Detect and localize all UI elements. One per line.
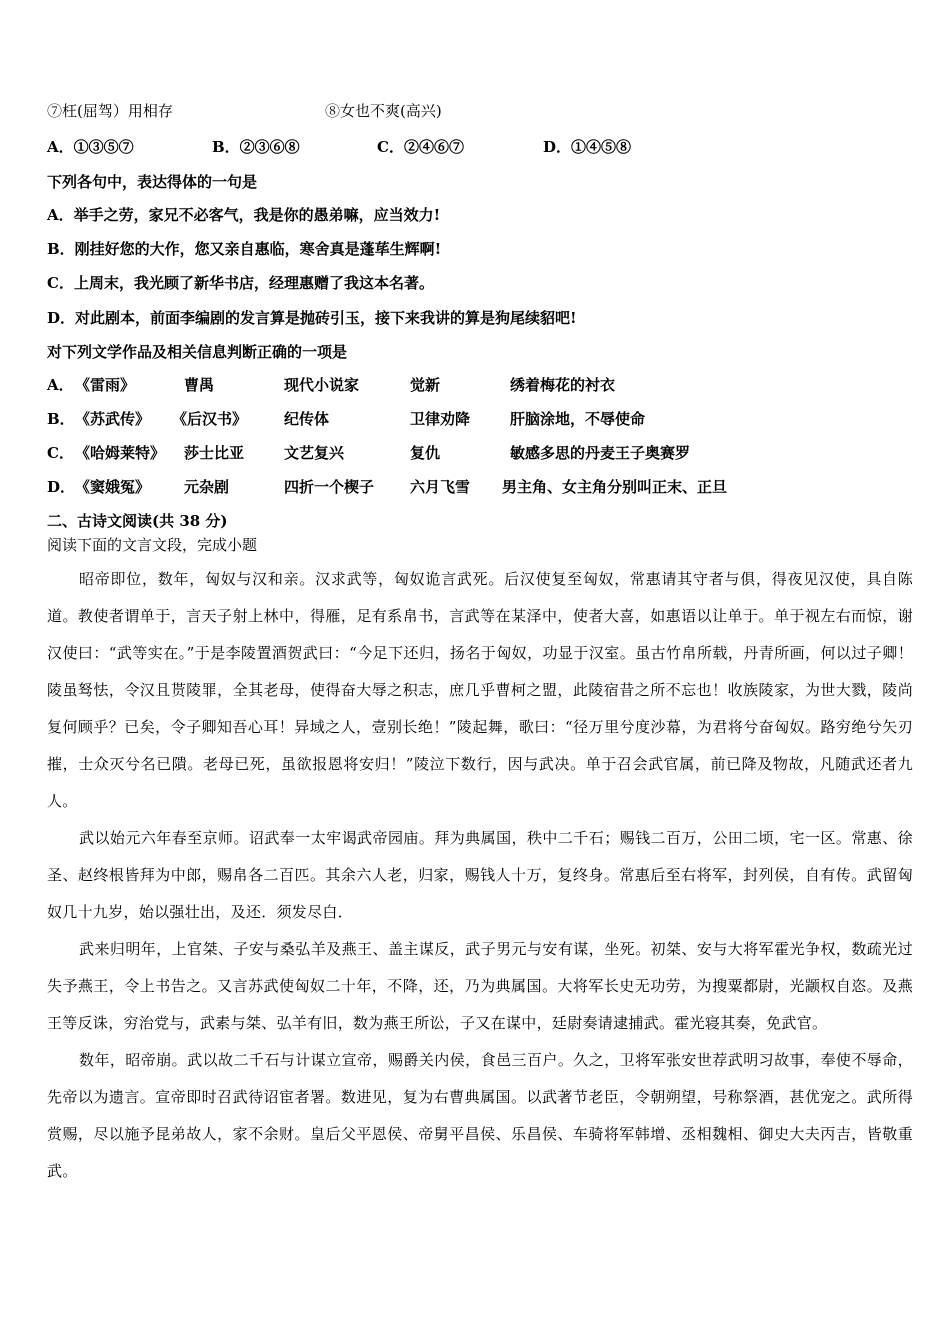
literature-row-b: [47, 409, 907, 429]
row-genre: 现代小说家: [284, 376, 360, 394]
row-detail: 敏感多思的丹麦王子奥赛罗: [510, 444, 691, 462]
text-paragraph: 武以始元六年春至京师。诏武奉一太牢谒武帝园庙。拜为典属国，秩中二千石；赐钱二百万，公田二顷，宅一区。常惠、徐圣、赵终根皆拜为中郎，赐帛各二百匹。其余六人老，归家，赐钱人十万，复终身。常惠后至右将军，封列侯，自有传。武留匈奴几十九岁，始以强壮出，及还．须发尽白．: [47, 829, 913, 921]
row-work: 《雷雨》: [75, 376, 136, 394]
row-author: 元杂剧: [184, 478, 230, 496]
row-genre: 文艺复兴: [284, 444, 345, 462]
row-author: 莎士比亚: [184, 444, 245, 462]
row-letter: D．: [47, 478, 76, 496]
row-author: 曹禺: [184, 376, 215, 394]
reading-instruction: 阅读下面的文言文段，完成小题: [47, 536, 258, 554]
decorum-question-stem: 下列各句中，表达得体的一句是: [47, 173, 258, 191]
row-person: 复仇: [410, 444, 441, 462]
literature-row-d: [47, 477, 907, 497]
row-author: 《后汉书》: [172, 410, 248, 428]
decorum-option-b: B．刚挂好您的大作，您又亲自惠临，寒舍真是蓬荜生辉啊!: [47, 240, 442, 258]
option-c: C．②④⑥⑦: [377, 138, 464, 156]
option-a: A．①③⑤⑦: [47, 138, 134, 156]
literature-row-a: [47, 375, 907, 395]
text-paragraph: 昭帝即位，数年，匈奴与汉和亲。汉求武等，匈奴诡言武死。后汉使复至匈奴，常惠请其守者与俱，得夜见汉使，具自陈道。教使者谓单于，言天子射上林中，得雁，足有系帛书，言武等在某泽中，使者大喜，如惠语以让单于。单于视左右而惊，谢汉使曰：“武等实在。”于是李陵置酒贺武曰：“今足下还归，扬名于匈奴，功显于汉室。虽古竹帛所载，丹青所画，何以过子卿！陵虽驽怯，令汉且贳陵罪，全其老母，使得奋大辱之积志，庶几乎曹柯之盟，此陵宿昔之所不忘也！收族陵家，为世大戮，陵尚复何顾乎？已矣，令子卿知吾心耳！异域之人，壹别长绝！”陵起舞，歌曰：“径万里兮度沙幕，为君将兮奋匈奴。路穷绝兮矢刃摧，士众灭兮名已隤。老母已死，虽欲报恩将安归！”陵泣下数行，因与武决。单于召会武官属，前已降及物故，凡随武还者九人。: [47, 570, 913, 810]
item-7: ⑦枉(屈驾）用相存: [47, 102, 173, 120]
text-paragraph: 数年，昭帝崩。武以故二千石与计谋立宣帝，赐爵关内侯，食邑三百户。久之，卫将军张安世荐武明习故事，奉使不辱命，先帝以为遗言。宣帝即时召武待诏宦者署。数进见，复为右曹典属国。以武著节老臣，令朝朔望，号称祭酒，甚优宠之。武所得赏赐，尽以施予昆弟故人，家不余财。皇后父平恩侯、帝舅平昌侯、乐昌侯、车骑将军韩增、丞相魏相、御史大夫丙吉，皆敬重武。: [47, 1051, 913, 1180]
row-detail: 男主角、女主角分别叫正末、正旦: [502, 478, 728, 496]
row-detail: 绣着梅花的衬衣: [510, 376, 616, 394]
option-b: B．②③⑥⑧: [212, 138, 300, 156]
row-letter: B．: [47, 410, 75, 428]
classical-text: [47, 561, 913, 1190]
section-heading: 二、古诗文阅读(共 38 分): [47, 512, 228, 530]
decorum-option-a: A．举手之劳，家兄不必客气，我是你的愚弟嘛，应当效力!: [47, 206, 441, 224]
row-detail: 肝脑涂地，不辱使命: [510, 410, 646, 428]
row-person: 觉新: [410, 376, 441, 394]
row-letter: A．: [47, 376, 74, 394]
row-letter: C．: [47, 444, 74, 462]
row-person: 六月飞雪: [410, 478, 471, 496]
row-person: 卫律劝降: [410, 410, 471, 428]
row-work: 《苏武传》: [75, 410, 151, 428]
row-genre: 四折一个楔子: [284, 478, 375, 496]
literature-row-c: [47, 443, 907, 463]
prev-question-options: [47, 137, 907, 157]
literature-question-stem: 对下列文学作品及相关信息判断正确的一项是: [47, 343, 348, 361]
text-paragraph: 武来归明年，上官桀、子安与桑弘羊及燕王、盖主谋反，武子男元与安有谋，坐死。初桀、安与大将军霍光争权，数疏光过失予燕王，令上书告之。又言苏武使匈奴二十年，不降，还，乃为典属国。大将军长史无功劳，为搜粟都尉，光颛权自恣。及燕王等反诛，穷治党与，武素与桀、弘羊有旧，数为燕王所讼，子又在谋中，廷尉奏请逮捕武。霍光寝其奏，免武官。: [47, 940, 913, 1032]
option-d: D．①④⑤⑧: [543, 138, 632, 156]
row-work: 《窦娥冤》: [75, 478, 151, 496]
decorum-option-c: C．上周末，我光顾了新华书店，经理惠赠了我这本名著。: [47, 274, 434, 292]
row-genre: 纪传体: [284, 410, 330, 428]
row-work: 《哈姆莱特》: [75, 444, 166, 462]
decorum-option-d: D．对此剧本，前面李编剧的发言算是抛砖引玉，接下来我讲的算是狗尾续貂吧!: [47, 309, 577, 327]
item-8: ⑧女也不爽(高兴): [325, 102, 442, 120]
prev-question-items: [47, 101, 442, 121]
